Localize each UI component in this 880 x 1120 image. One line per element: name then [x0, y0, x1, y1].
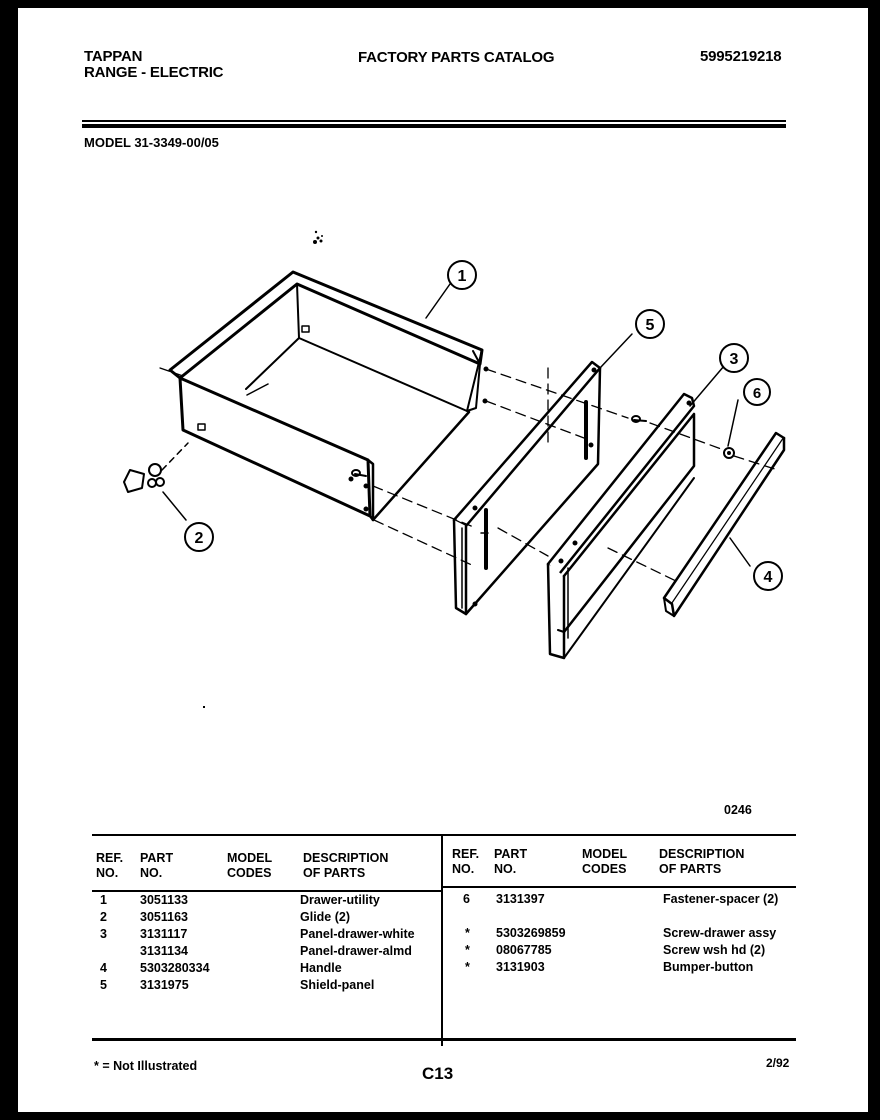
drawer-utility-drawing [170, 272, 488, 520]
table-top-rule [92, 834, 796, 836]
product-type: RANGE - ELECTRIC [84, 64, 224, 81]
fastener-spacer-drawing [724, 448, 734, 458]
revision-date: 2/92 [766, 1056, 790, 1070]
svg-text:2: 2 [194, 530, 204, 547]
model-number: MODEL 31-3349-00/05 [84, 135, 219, 150]
glide-drawing [124, 443, 188, 492]
catalog-number: 5995219218 [700, 48, 782, 65]
catalog-page: TAPPAN RANGE - ELECTRIC FACTORY PARTS CATALOG 5995219218 MODEL 31-3349-00/05 1 2 3 4 5 6 0246 REF. NO. PART NO. MODEL CODES DESCRIPTION OF PARTS REF. NO. PART NO. MODEL CODES DESCRIPTION OF PARTS 1 3051133 Drawer-utility 2 3051163 Glide (2) 3 3131117 Panel-drawer-white 3131134 Panel-drawer-almd 4 5303280334 Handle 5 3131975 Shield-panel 6 3131397 Fastener-spacer (2) * 5303269859 Screw-drawer assy * 08067785 Screw wsh hd (2) * 3131903 Bumper-button * = Not Illustrated C13 2/92 [18, 8, 868, 1112]
header-description-right: DESCRIPTION OF PARTS [659, 847, 745, 876]
svg-text:6: 6 [752, 385, 762, 402]
callout-6 [744, 379, 770, 405]
brand-name: TAPPAN [84, 48, 143, 65]
svg-text:3: 3 [729, 351, 739, 368]
figure-code: 0246 [724, 803, 752, 817]
table-column-divider [441, 834, 443, 1046]
svg-text:5: 5 [645, 317, 655, 334]
header-description: DESCRIPTION OF PARTS [303, 851, 389, 880]
table-bottom-rule [92, 1038, 796, 1041]
svg-text:4: 4 [763, 569, 773, 586]
callout-2 [185, 523, 213, 551]
header-ref-no: REF. NO. [96, 851, 124, 880]
drawer-panel-drawing [548, 394, 694, 658]
svg-text:1: 1 [457, 268, 467, 285]
header-model-codes-right: MODEL CODES [582, 847, 628, 876]
header-part-no-right: PART NO. [494, 847, 528, 876]
callout-1 [448, 261, 476, 289]
catalog-title: FACTORY PARTS CATALOG [358, 49, 555, 66]
callout-5 [636, 310, 664, 338]
not-illustrated-note: * = Not Illustrated [94, 1059, 198, 1073]
exploded-parts-diagram [18, 8, 868, 828]
callout-4 [754, 562, 782, 590]
header-part-no: PART NO. [140, 851, 174, 880]
header-model-codes: MODEL CODES [227, 851, 273, 880]
callout-3 [720, 344, 748, 372]
header-ref-no-right: REF. NO. [452, 847, 480, 876]
page-code: C13 [422, 1064, 454, 1083]
right-header-rule [443, 886, 796, 888]
